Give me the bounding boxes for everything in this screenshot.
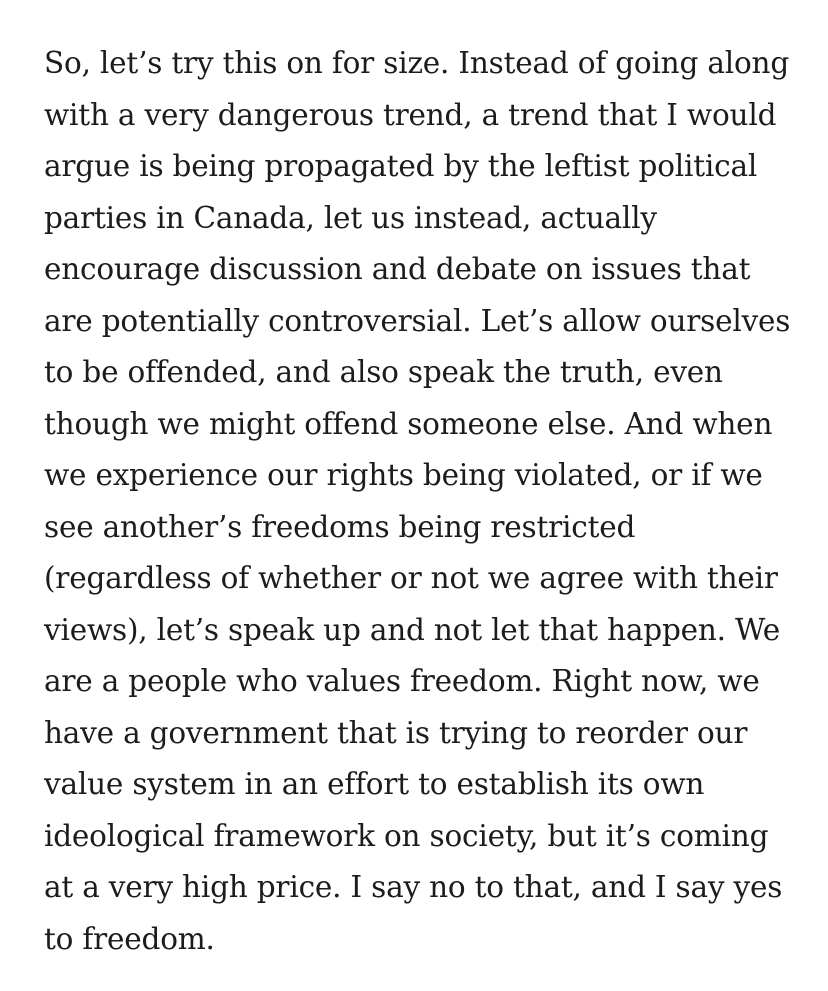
paragraph-line: to freedom. [44, 921, 215, 956]
paragraph-line: are a people who values freedom. Right now, we [44, 664, 760, 698]
paragraph-line: at a very high price. I say no to that, and I say yes [44, 870, 783, 904]
paragraph-line: parties in Canada, let us instead, actually [44, 200, 657, 235]
paragraph-line: to be offended, and also speak the truth, even [44, 355, 723, 389]
paragraph-line: (regardless of whether or not we agree with their [44, 561, 778, 595]
paragraph-line: though we might offend someone else. And when [44, 406, 773, 441]
paragraph-line: value system in an effort to establish its own [44, 767, 705, 801]
article-paragraph [44, 38, 798, 965]
paragraph-line: encourage discussion and debate on issues that [44, 252, 751, 286]
paragraph-line: argue is being propagated by the leftist political [44, 149, 758, 183]
paragraph-line: So, let’s try this on for size. Instead of going along [44, 46, 790, 80]
paragraph-line: are potentially controversial. Let’s allow ourselves [44, 303, 791, 338]
paragraph-line: see another’s freedoms being restricted [44, 509, 636, 544]
paragraph-line: have a government that is trying to reorder our [44, 715, 748, 750]
paragraph-line: we experience our rights being violated, or if we [44, 458, 763, 492]
paragraph-line: ideological framework on society, but it’s coming [44, 818, 769, 853]
paragraph-line: views), let’s speak up and not let that happen. We [44, 612, 781, 647]
paragraph-line: with a very dangerous trend, a trend that I would [44, 97, 777, 132]
